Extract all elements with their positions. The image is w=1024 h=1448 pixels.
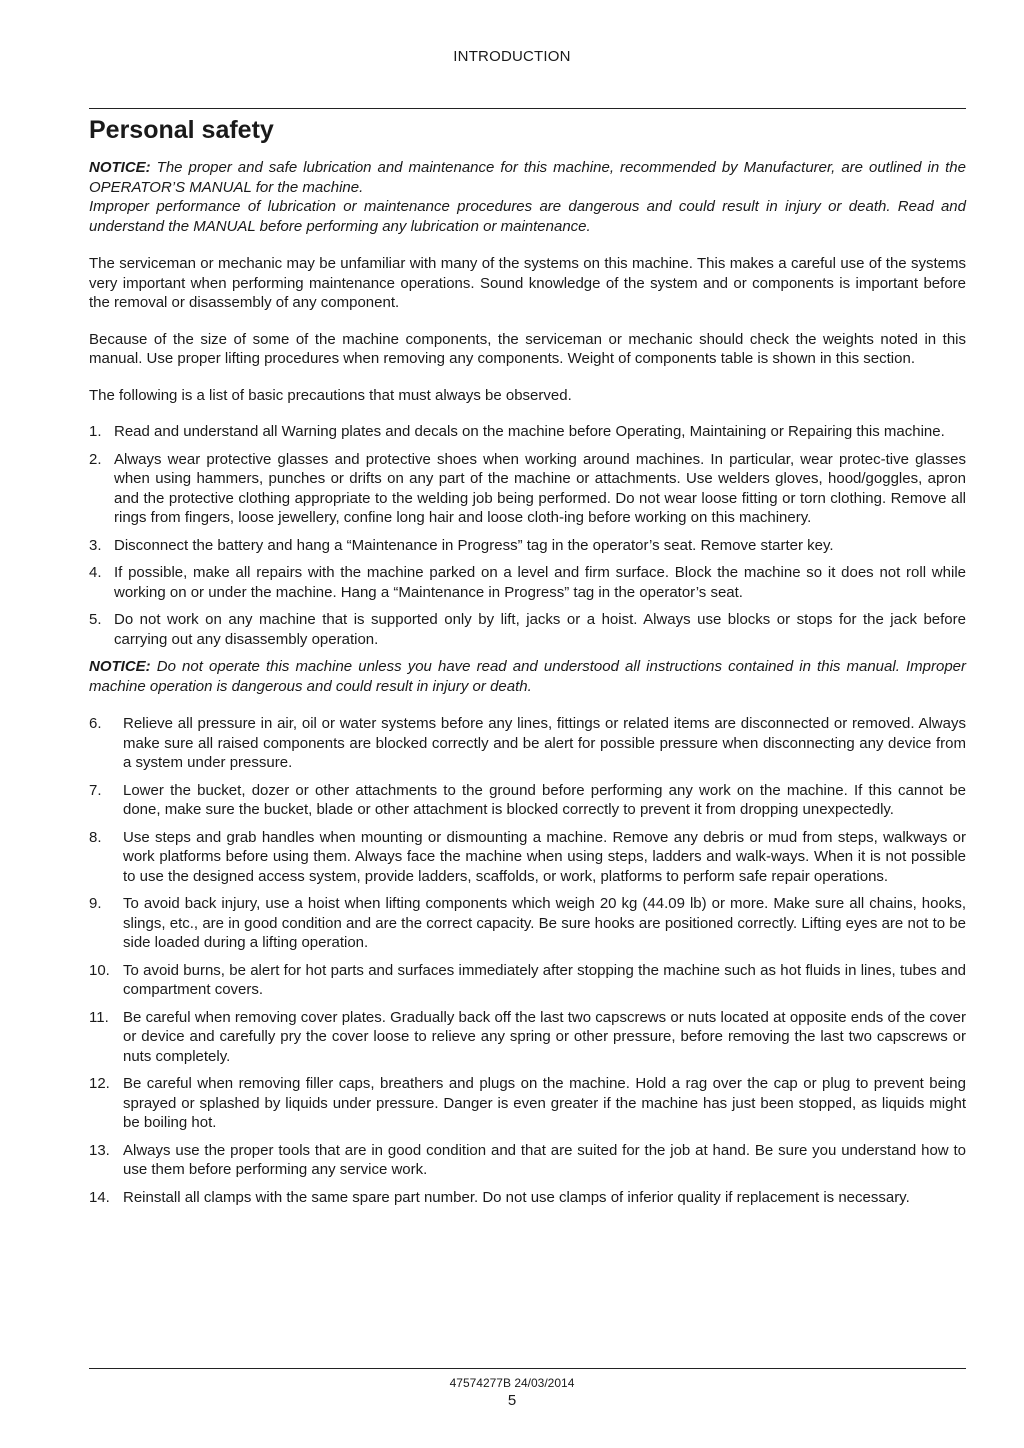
- list-item-number: 4.: [89, 564, 102, 581]
- list-item-number: 3.: [89, 536, 102, 554]
- list-item: [89, 1074, 966, 1133]
- precautions-list-1: [89, 422, 966, 649]
- list-item: [89, 1141, 966, 1180]
- list-item-text: Be careful when removing filler caps, breathers and plugs on the machine. Hold a rag over the cap or plug to prevent being sprayed or splashed by liquids under pressure. Danger is even greater if the machine has just been stopped, as liquids might be boiling hot.: [123, 1075, 966, 1131]
- paragraph-1: The serviceman or mechanic may be unfamiliar with many of the systems on this machine. This makes a careful use of the systems very important when performing maintenance operations. Sound knowledge of the system and or components is important before the removal or disassembly of any component.: [89, 255, 966, 311]
- list-item: [89, 714, 966, 773]
- list-item: [89, 563, 966, 602]
- notice-2-label: NOTICE:: [89, 658, 151, 675]
- list-item: [89, 536, 966, 556]
- page-number: 5: [507, 1392, 517, 1409]
- list-item: [89, 1008, 966, 1067]
- precautions-list-2: [89, 714, 966, 1207]
- notice-block-1: [89, 158, 966, 236]
- list-item: [89, 894, 966, 953]
- list-item: [89, 422, 966, 442]
- list-item-number: 12.: [89, 1075, 110, 1092]
- list-item-number: 2.: [89, 450, 102, 468]
- list-item: [89, 450, 966, 528]
- list-item-text: Use steps and grab handles when mounting or dismounting a machine. Remove any debris or mud from steps, walkways or work platforms before using them. Always face the machine when using steps, ladders and walk-ways. When it is not possible to use the designed access system, provide ladders, scaffolds, or work, platforms to perform safe repair operations.: [123, 828, 966, 885]
- list-item: [89, 610, 966, 649]
- list-item: [89, 1188, 966, 1208]
- running-header: INTRODUCTION: [453, 48, 571, 65]
- list-item-text: Do not work on any machine that is supported only by lift, jacks or a hoist. Always use blocks or stops for the jack before carrying out any disassembly operation.: [114, 611, 966, 648]
- list-item-text: To avoid back injury, use a hoist when lifting components which weigh 20 kg (44.09 lb) or more. Make sure all chains, hooks, slings, etc., are in good condition and are the correct capacity. Be sure hooks are positioned correctly. Lifting eyes are not to be side loaded during a lifting operation.: [123, 895, 966, 951]
- list-item-number: 13.: [89, 1141, 110, 1159]
- list-item: [89, 828, 966, 887]
- list-item-number: 11.: [89, 1008, 109, 1026]
- list-item-text: Be careful when removing cover plates. Gradually back off the last two capscrews or nuts located at opposite ends of the cover or device and carefully pry the cover loose to relieve any spring or other pressure, before removing the last two capscrews or nuts completely.: [123, 1008, 966, 1065]
- paragraph-3: The following is a list of basic precautions that must always be observed.: [89, 386, 572, 404]
- list-item-text: Always wear protective glasses and protective shoes when working around machines. In particular, wear protec-tive glasses when using hammers, punches or drifts on any part of the machine or attachments. Use welders gloves, hood/goggles, apron and the protective clothing appropriate to the welding job being performed. Do not wear loose fitting or torn clothing. Remove all rings from fingers, loose jewellery, confine long hair and loose cloth-ing before working on this machinery.: [114, 450, 966, 526]
- list-item-number: 1.: [89, 423, 102, 440]
- page-title: Personal safety: [89, 116, 274, 144]
- page-content: [89, 114, 966, 1215]
- list-item-number: 14.: [89, 1188, 110, 1206]
- list-item-number: 8.: [89, 828, 102, 846]
- list-item-number: 6.: [89, 715, 102, 732]
- notice-1-text: The proper and safe lubrication and maintenance for this machine, recommended by Manufacturer, are outlined in the OPERATOR’S MANUAL for the machine.: [89, 159, 966, 196]
- list-item-text: If possible, make all repairs with the machine parked on a level and firm surface. Block the machine so it does not roll while working on or under the machine. Hang a “Maintenance in Progress” tag in the operator’s seat.: [114, 564, 966, 601]
- list-item: [89, 781, 966, 820]
- list-item-number: 10.: [89, 961, 110, 979]
- footer-divider: [89, 1368, 966, 1369]
- header-divider: [89, 108, 966, 109]
- notice-1-line-2: Improper performance of lubrication or maintenance procedures are dangerous and could result in injury or death. Read and understand the MANUAL before performing any lubrication or maintenance.: [89, 198, 966, 235]
- list-item-text: Lower the bucket, dozer or other attachments to the ground before performing any work on the machine. If this cannot be done, make sure the bucket, blade or other attachment is blocked correctly to prevent it from dropping unexpectedly.: [123, 781, 966, 818]
- list-item-text: Always use the proper tools that are in good condition and that are suited for the job at hand. Be sure you understand how to use them before performing any service work.: [123, 1141, 966, 1178]
- notice-1-label: NOTICE:: [89, 159, 151, 176]
- list-item: [89, 961, 966, 1000]
- notice-1-line-1: [89, 158, 966, 197]
- list-item-text: Reinstall all clamps with the same spare part number. Do not use clamps of inferior quality if replacement is necessary.: [123, 1188, 910, 1206]
- list-item-text: Disconnect the battery and hang a “Maintenance in Progress” tag in the operator’s seat. Remove starter key.: [114, 536, 834, 554]
- notice-block-2: [89, 657, 966, 696]
- paragraph-2: Because of the size of some of the machine components, the serviceman or mechanic should check the weights noted in this manual. Use proper lifting procedures when removing any components. Weight of components table is shown in this section.: [89, 330, 966, 367]
- notice-2-text: Do not operate this machine unless you have read and understood all instructions contained in this manual. Improper machine operation is dangerous and could result in injury or death.: [89, 658, 966, 695]
- document-code: 47574277B 24/03/2014: [449, 1376, 575, 1390]
- list-item-text: Relieve all pressure in air, oil or water systems before any lines, fittings or related items are disconnected or removed. Always make sure all raised components are blocked correctly and be alert for possible pressure when disconnecting any device from a system under pressure.: [123, 715, 966, 771]
- list-item-text: Read and understand all Warning plates and decals on the machine before Operating, Maintaining or Repairing this machine.: [114, 423, 945, 440]
- list-item-number: 9.: [89, 895, 102, 912]
- list-item-number: 7.: [89, 781, 102, 799]
- list-item-number: 5.: [89, 611, 102, 628]
- list-item-text: To avoid burns, be alert for hot parts and surfaces immediately after stopping the machine such as hot fluids in lines, tubes and compartment covers.: [123, 961, 966, 998]
